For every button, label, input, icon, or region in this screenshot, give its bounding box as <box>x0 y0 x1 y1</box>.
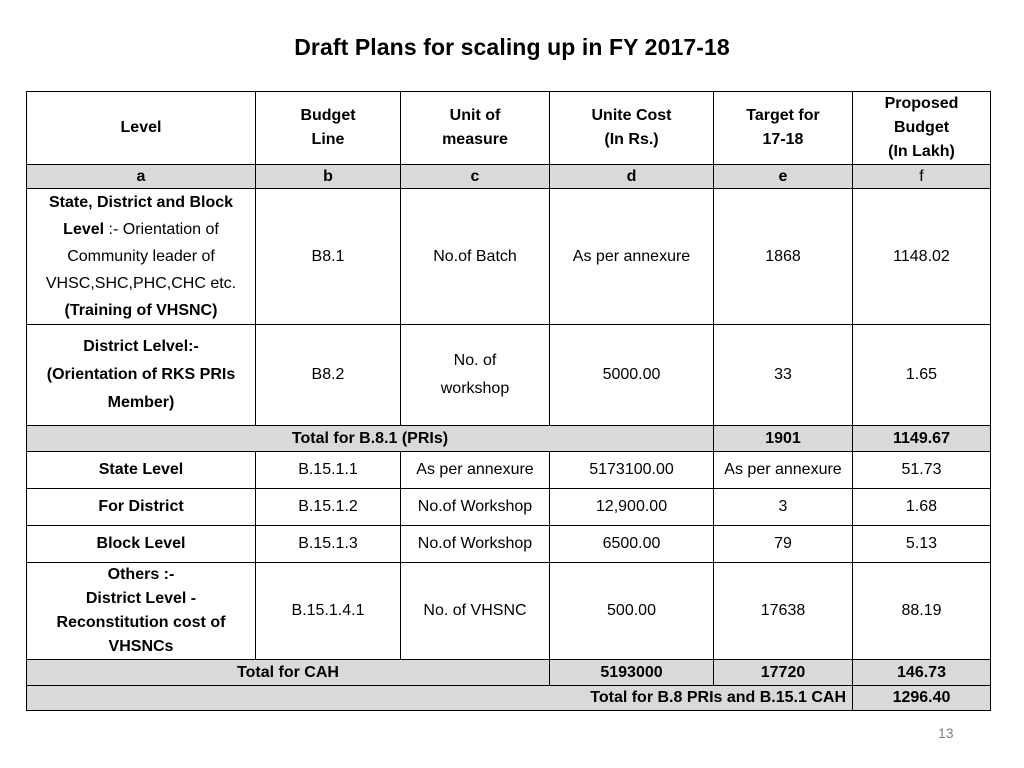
proposed-cell: 88.19 <box>853 563 991 660</box>
cost-cell: 5000.00 <box>550 325 714 426</box>
budget-line-cell: B8.2 <box>256 325 401 426</box>
header-row <box>27 92 991 165</box>
cost-cell: 500.00 <box>550 563 714 660</box>
budget-line-cell: B.15.1.3 <box>256 526 401 563</box>
page-number: 13 <box>938 725 954 741</box>
header-unit: Unit of measure <box>401 92 550 165</box>
table-row <box>27 189 991 325</box>
target-cell: 33 <box>714 325 853 426</box>
page-title: Draft Plans for scaling up in FY 2017-18 <box>294 34 730 60</box>
proposed-cell: 51.73 <box>853 452 991 489</box>
total-label: Total for B.8.1 (PRIs) <box>27 426 714 452</box>
target-cell: 1868 <box>714 189 853 325</box>
header-target: Target for 17-18 <box>714 92 853 165</box>
level-cell: Others :- District Level - Reconstitution cost of VHSNCs <box>27 563 256 660</box>
unit-cell: As per annexure <box>401 452 550 489</box>
level-cell: For District <box>27 489 256 526</box>
unit-cell: No.of Batch <box>401 189 550 325</box>
budget-line-cell: B8.1 <box>256 189 401 325</box>
header-budget-line: Budget Line <box>256 92 401 165</box>
cost-cell: 5173100.00 <box>550 452 714 489</box>
header-cost: Unite Cost (In Rs.) <box>550 92 714 165</box>
table-row <box>27 563 991 660</box>
letter-cell: b <box>256 165 401 189</box>
grand-total-label: Total for B.8 PRIs and B.15.1 CAH <box>27 686 853 711</box>
total-proposed: 146.73 <box>853 660 991 686</box>
column-letters-row <box>27 165 991 189</box>
level-cell: State Level <box>27 452 256 489</box>
unit-cell: No.of Workshop <box>401 526 550 563</box>
grand-total-row <box>27 686 991 711</box>
target-cell: 17638 <box>714 563 853 660</box>
proposed-cell: 5.13 <box>853 526 991 563</box>
header-proposed: Proposed Budget (In Lakh) <box>853 92 991 165</box>
budget-table <box>26 91 991 711</box>
table-row <box>27 489 991 526</box>
total-cost: 5193000 <box>550 660 714 686</box>
letter-cell: e <box>714 165 853 189</box>
target-cell: 3 <box>714 489 853 526</box>
total-target: 17720 <box>714 660 853 686</box>
target-cell: 79 <box>714 526 853 563</box>
table-row <box>27 325 991 426</box>
total-proposed: 1149.67 <box>853 426 991 452</box>
letter-cell: a <box>27 165 256 189</box>
letter-cell: f <box>853 165 991 189</box>
budget-line-cell: B.15.1.2 <box>256 489 401 526</box>
total-target: 1901 <box>714 426 853 452</box>
cost-cell: 12,900.00 <box>550 489 714 526</box>
total-row-cah <box>27 660 991 686</box>
cost-cell: As per annexure <box>550 189 714 325</box>
letter-cell: d <box>550 165 714 189</box>
budget-line-cell: B.15.1.4.1 <box>256 563 401 660</box>
letter-cell: c <box>401 165 550 189</box>
proposed-cell: 1.65 <box>853 325 991 426</box>
total-label: Total for CAH <box>27 660 550 686</box>
budget-line-cell: B.15.1.1 <box>256 452 401 489</box>
total-row-pri <box>27 426 991 452</box>
unit-cell: No. of VHSNC <box>401 563 550 660</box>
proposed-cell: 1148.02 <box>853 189 991 325</box>
table-row <box>27 526 991 563</box>
level-cell: District Lelvel:- (Orientation of RKS PRIs Member) <box>27 325 256 426</box>
level-cell: State, District and Block Level :- Orientation of Community leader of VHSC,SHC,PHC,CHC etc. (Training of VHSNC) <box>27 189 256 325</box>
grand-total-proposed: 1296.40 <box>853 686 991 711</box>
header-level: Level <box>27 92 256 165</box>
target-cell: As per annexure <box>714 452 853 489</box>
unit-cell: No. of workshop <box>401 325 550 426</box>
table-row <box>27 452 991 489</box>
level-cell: Block Level <box>27 526 256 563</box>
unit-cell: No.of Workshop <box>401 489 550 526</box>
proposed-cell: 1.68 <box>853 489 991 526</box>
cost-cell: 6500.00 <box>550 526 714 563</box>
